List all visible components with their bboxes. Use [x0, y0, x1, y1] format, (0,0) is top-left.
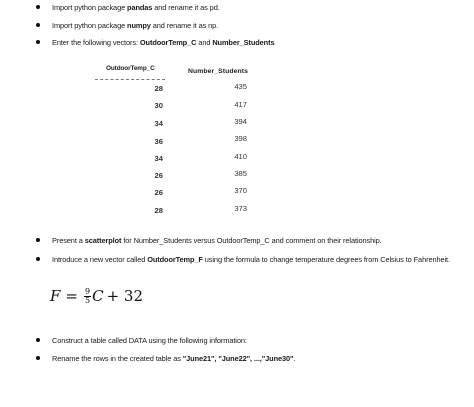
bullet-new-vector-fahrenheit: Introduce a new vector called OutdoorTemp_F using the formula to change temperature degrees from Celsius to Fahrenheit. — [36, 255, 450, 264]
table-cell-temp: 30 — [154, 101, 163, 110]
bullet-dot — [36, 356, 40, 360]
fraction-denominator: 5 — [85, 295, 91, 305]
bullet-rename-rows: Rename the rows in the created table as "June21", "June22", ...,"June30". — [36, 354, 295, 363]
bullet-dot — [36, 5, 40, 9]
bullet-scatterplot: Present a scatterplot for Number_Students versus OutdoorTemp_C and comment on their relationship. — [36, 236, 382, 245]
bullet-import-numpy: Import python package numpy and rename it as np. — [36, 21, 218, 30]
fraction-numerator: 9 — [85, 286, 91, 296]
formula-variable: C — [92, 287, 104, 305]
bullet-import-pandas: Import python package pandas and rename it as pd. — [36, 3, 220, 12]
table-cell-students: 398 — [234, 134, 247, 143]
formula-fraction — [84, 288, 91, 305]
table-cell-temp: 26 — [154, 171, 163, 180]
table-cell-students: 370 — [234, 186, 247, 195]
conversion-formula — [50, 287, 143, 305]
table-cell-students: 385 — [234, 169, 247, 178]
table-cell-temp: 36 — [154, 137, 163, 146]
table-cell-temp: 28 — [154, 206, 163, 215]
table-cell-temp: 34 — [154, 154, 163, 163]
bullet-enter-vectors: Enter the following vectors: OutdoorTemp_C and Number_Students — [36, 38, 274, 47]
bullet-dot — [36, 257, 40, 261]
column-header-number-students: Number_Students — [188, 68, 249, 75]
header-divider — [95, 79, 165, 80]
table-cell-temp: 26 — [154, 188, 163, 197]
formula-lhs: F — [50, 287, 61, 305]
table-cell-students: 394 — [234, 117, 247, 126]
formula-equals: = — [65, 287, 78, 305]
table-cell-students: 417 — [234, 100, 247, 109]
column-header-outdoortemp: OutdoorTemp_C — [106, 65, 155, 72]
table-cell-temp: 28 — [154, 84, 163, 93]
table-cell-students: 435 — [234, 82, 247, 91]
bullet-construct-table: Construct a table called DATA using the following information: — [36, 336, 247, 345]
table-cell-students: 410 — [234, 152, 247, 161]
bullet-dot — [36, 23, 40, 27]
bullet-dot — [36, 40, 40, 44]
table-cell-temp: 34 — [154, 119, 163, 128]
bullet-dot — [36, 238, 40, 242]
table-cell-students: 373 — [234, 204, 247, 213]
bullet-dot — [36, 338, 40, 342]
formula-constant: + 32 — [106, 287, 144, 305]
